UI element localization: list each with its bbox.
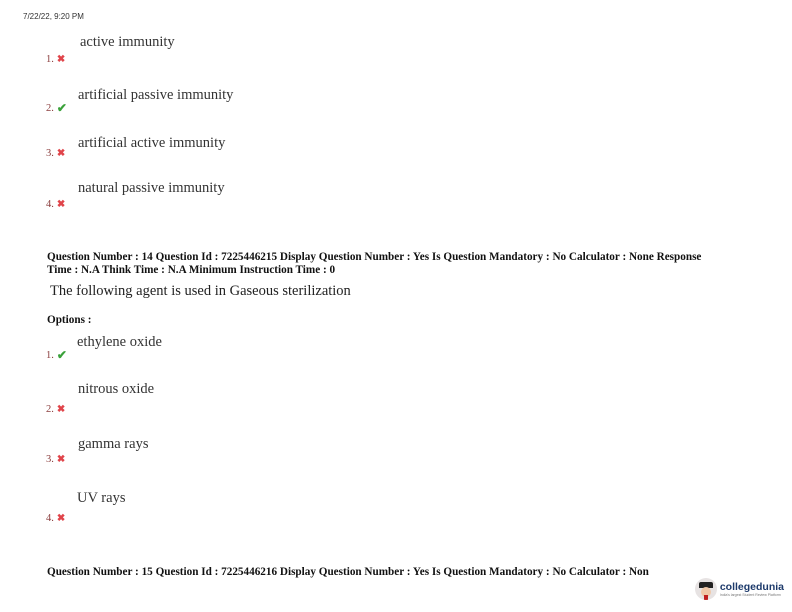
prev-option-1-text: active immunity (80, 34, 175, 50)
prev-option-4 (46, 199, 65, 210)
question-14-text: The following agent is used in Gaseous sterilization (50, 283, 351, 299)
question-15-meta-line-1: Question Number : 15 Question Id : 7225446216 Display Question Number : Yes Is Question Mandatory : No Calculator : Non (47, 566, 649, 578)
prev-option-4-text: natural passive immunity (78, 180, 225, 196)
prev-option-3-text: artificial active immunity (78, 135, 226, 151)
q14-option-3 (46, 454, 65, 465)
question-14-meta-line-2: Time : N.A Think Time : N.A Minimum Instruction Time : 0 (47, 264, 336, 276)
options-label: Options : (47, 314, 92, 326)
student-mascot-icon (695, 578, 717, 600)
prev-option-2 (46, 101, 67, 116)
option-number: 1. (46, 54, 54, 65)
prev-option-3 (46, 148, 65, 159)
q14-option-4-text: UV rays (77, 490, 126, 506)
cross-icon: ✖ (56, 148, 66, 159)
prev-option-1 (46, 54, 65, 65)
cross-icon: ✖ (56, 404, 66, 415)
q14-option-2 (46, 404, 65, 415)
option-number: 4. (46, 513, 54, 524)
cross-icon: ✖ (56, 513, 66, 524)
option-number: 3. (46, 454, 54, 465)
option-number: 2. (46, 404, 54, 415)
option-number: 3. (46, 148, 54, 159)
print-timestamp: 7/22/22, 9:20 PM (23, 12, 84, 21)
option-number: 2. (46, 103, 54, 114)
cross-icon: ✖ (56, 54, 66, 65)
cross-icon: ✖ (56, 454, 66, 465)
option-number: 1. (46, 350, 54, 361)
collegedunia-logo (695, 578, 784, 600)
cross-icon: ✖ (56, 199, 66, 210)
question-14-meta-line-1: Question Number : 14 Question Id : 7225446215 Display Question Number : Yes Is Question Mandatory : No Calculator : None Response (47, 251, 702, 263)
check-icon: ✔ (56, 348, 67, 362)
check-icon: ✔ (56, 101, 67, 115)
q14-option-1-text: ethylene oxide (77, 334, 162, 350)
option-number: 4. (46, 199, 54, 210)
q14-option-3-text: gamma rays (78, 436, 149, 452)
logo-tagline: India's largest Student Review Platform (719, 592, 781, 597)
logo-name: collegedunia (719, 580, 784, 593)
q14-option-2-text: nitrous oxide (78, 381, 155, 397)
q14-option-4 (46, 513, 65, 524)
q14-option-1 (46, 348, 67, 363)
prev-option-2-text: artificial passive immunity (78, 87, 234, 103)
